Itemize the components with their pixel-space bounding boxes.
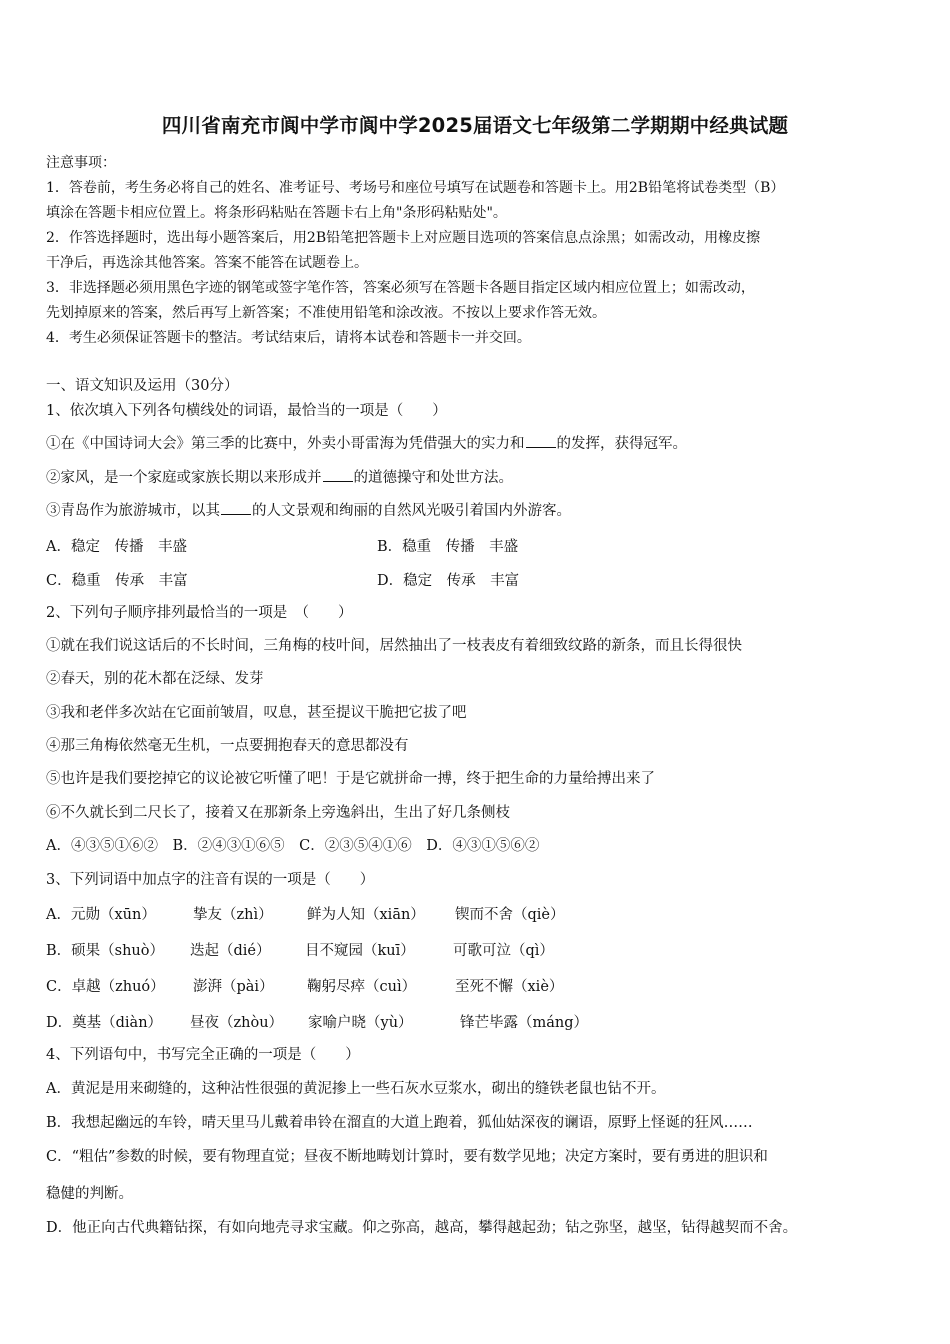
- q2-sentence: ⑥不久就长到二尺长了，接着又在那新条上旁逸斜出，生出了好几条侧枝: [46, 805, 510, 821]
- q3-d-word-1: D．奠基（diàn）: [46, 1015, 163, 1031]
- q3-stem: 3、下列词语中加点字的注音有误的一项是（ ）: [46, 872, 375, 888]
- q4-option-b: B．我想起幽远的车铃，晴天里马儿戴着串铃在溜直的大道上跑着，狐仙姑深夜的谰语，原野上怪诞的狂风……: [46, 1115, 753, 1131]
- q1-sentence-3: [46, 501, 571, 521]
- fill-blank: [323, 469, 353, 482]
- notice-line: 2．作答选择题时，选出每小题答案后，用2B铅笔把答题卡上对应题目选项的答案信息点涂黑；如需改动，用橡皮擦: [46, 230, 761, 246]
- section-heading: 一、语文知识及运用（30分）: [46, 378, 239, 394]
- fill-blank: [526, 435, 556, 448]
- q3-a-word-4: 锲而不舍（qiè）: [455, 907, 565, 923]
- notice-heading: 注意事项：: [46, 155, 116, 171]
- q3-a-word-3: 鲜为人知（xiān）: [307, 907, 425, 923]
- q1-option-d: D．稳定 传承 丰富: [377, 573, 520, 589]
- q3-c-word-1: C．卓越（zhuó）: [46, 979, 165, 995]
- q2-sentence: ⑤也许是我们要挖掉它的议论被它听懂了吧！于是它就拼命一搏，终于把生命的力量给搏出来了: [46, 771, 655, 787]
- q3-c-word-3: 鞠躬尽瘁（cuì）: [307, 979, 417, 995]
- q1-sentence-2-start: ②家风，是一个家庭或家族长期以来形成并: [46, 470, 322, 486]
- q1-option-a: A．稳定 传播 丰盛: [46, 539, 187, 555]
- q3-b-word-1: B．硕果（shuò）: [46, 943, 165, 959]
- q2-options: A．④③⑤①⑥② B．②④③①⑥⑤ C．②③⑤④①⑥ D．④③①⑤⑥②: [46, 838, 540, 854]
- q4-option-a: A．黄泥是用来砌缝的，这种沾性很强的黄泥掺上一些石灰水豆浆水，砌出的缝铁老鼠也钻不开。: [46, 1081, 666, 1097]
- q3-a-word-2: 挚友（zhì）: [193, 907, 273, 923]
- q2-stem: 2、下列句子顺序排列最恰当的一项是 （ ）: [46, 605, 353, 621]
- page-title: 四川省南充市阆中学市阆中学2025届语文七年级第二学期期中经典试题: [161, 114, 789, 137]
- q1-stem: 1、依次填入下列各句横线处的词语，最恰当的一项是（ ）: [46, 403, 447, 419]
- notice-line: 1．答卷前，考生务必将自己的姓名、准考证号、考场号和座位号填写在试题卷和答题卡上。用2B铅笔将试卷类型（B）: [46, 180, 785, 196]
- q3-d-word-2: 昼夜（zhòu）: [190, 1015, 284, 1031]
- q4-option-c-continued: 稳健的判断。: [46, 1186, 133, 1202]
- q4-stem: 4、下列语句中，书写完全正确的一项是（ ）: [46, 1047, 360, 1063]
- q3-c-word-2: 澎湃（pài）: [193, 979, 274, 995]
- q2-sentence: ①就在我们说这话后的不长时间，三角梅的枝叶间，居然抽出了一枝表皮有着细致纹路的新条，而且长得很快: [46, 638, 742, 654]
- q2-sentence: ③我和老伴多次站在它面前皱眉，叹息，甚至提议干脆把它拔了吧: [46, 705, 467, 721]
- q2-sentence: ④那三角梅依然毫无生机，一点要拥抱春天的意思都没有: [46, 738, 409, 754]
- notice-line: 干净后，再选涂其他答案。答案不能答在试题卷上。: [46, 255, 368, 271]
- q1-sentence-2: [46, 468, 513, 488]
- notice-line: 4．考生必须保证答题卡的整洁。考试结束后，请将本试卷和答题卡一并交回。: [46, 330, 531, 346]
- q1-sentence-1-end: 的发挥，获得冠军。: [556, 436, 687, 452]
- q3-a-word-1: A．元勋（xūn）: [46, 907, 156, 923]
- q3-d-word-3: 家喻户晓（yù）: [308, 1015, 413, 1031]
- q4-option-c: C．“粗估”参数的时候，要有物理直觉；昼夜不断地畴划计算时，要有数学见地；决定方案时，要有勇进的胆识和: [46, 1149, 768, 1165]
- q1-sentence-1-start: ①在《中国诗词大会》第三季的比赛中，外卖小哥雷海为凭借强大的实力和: [46, 436, 525, 452]
- q3-d-word-4: 锋芒毕露（máng）: [460, 1015, 589, 1031]
- fill-blank: [221, 502, 251, 515]
- notice-line: 3．非选择题必须用黑色字迹的钢笔或签字笔作答，答案必须写在答题卡各题目指定区域内相应位置上；如需改动，: [46, 280, 755, 296]
- notice-line: 填涂在答题卡相应位置上。将条形码粘贴在答题卡右上角"条形码粘贴处"。: [46, 205, 507, 221]
- q3-b-word-2: 迭起（dié）: [190, 943, 271, 959]
- q3-c-word-4: 至死不懈（xiè）: [455, 979, 564, 995]
- notice-line: 先划掉原来的答案，然后再写上新答案；不准使用铅笔和涂改液。不按以上要求作答无效。: [46, 305, 606, 321]
- q4-option-d: D．他正向古代典籍钻探，有如向地壳寻求宝藏。仰之弥高，越高，攀得越起劲；钻之弥坚，越坚，钻得越契而不舍。: [46, 1220, 798, 1236]
- q3-b-word-3: 目不窥园（kuī）: [305, 943, 415, 959]
- q1-sentence-3-start: ③青岛作为旅游城市，以其: [46, 503, 220, 519]
- q1-sentence-1: [46, 434, 687, 454]
- q1-option-c: C．稳重 传承 丰富: [46, 573, 188, 589]
- q1-sentence-3-end: 的人文景观和绚丽的自然风光吸引着国内外游客。: [252, 503, 571, 519]
- q2-sentence: ②春天，别的花木都在泛绿、发芽: [46, 671, 264, 687]
- q3-b-word-4: 可歌可泣（qì）: [453, 943, 554, 959]
- q1-option-b: B．稳重 传播 丰盛: [377, 539, 519, 555]
- q1-sentence-2-end: 的道德操守和处世方法。: [353, 470, 513, 486]
